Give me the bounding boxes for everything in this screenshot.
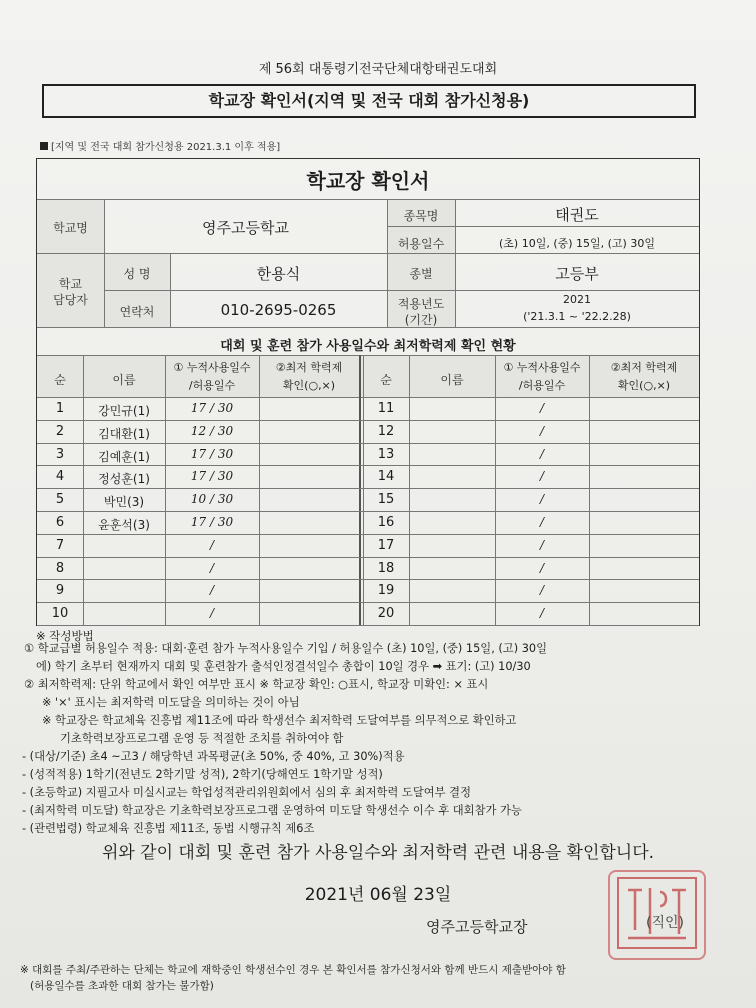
days-used: / (539, 537, 545, 552)
row-divider (37, 488, 699, 489)
student-name: 강민규(1) (98, 404, 150, 418)
row-number: 18 (377, 560, 395, 576)
days-used: / (539, 515, 545, 529)
days-used: / (539, 560, 545, 575)
guide-line: ② 최저학력제: 단위 학교에서 확인 여부만 표시 ※ 학교장 확인: ○표시, 학교장 미확인: × 표시 (24, 678, 489, 691)
divider (170, 253, 171, 327)
divider (409, 355, 410, 625)
row-divider (37, 602, 699, 603)
col-days-header-2: /허용일수 (518, 379, 566, 392)
confirmation-date: 2021년 06월 23일 (304, 885, 452, 905)
col-days-header: ① 누적사용일수 (503, 361, 581, 374)
divider (104, 199, 105, 327)
row-number: 7 (55, 537, 65, 553)
col-days-header-2: /허용일수 (188, 379, 236, 392)
days-used: / (209, 583, 215, 598)
col-no-header: 순 (380, 373, 392, 387)
footer-note-2: (허용일수를 초과한 대회 참가는 불가함) (30, 980, 214, 992)
year-label-2: (기간) (404, 313, 438, 327)
guide-line: - (성적적용) 1학기(전년도 2학기말 성적), 2학기(당해연도 1학기말 성적) (22, 768, 383, 781)
col-check-header: ②최저 학력제 (275, 361, 343, 374)
row-number: 11 (377, 401, 395, 416)
row-number: 10 (51, 606, 69, 622)
guide-line: - (최저학력 미도달) 학교장은 기초학력보장프로그램 운영하여 미도달 학생선수 이수 후 대회참가 가능 (22, 804, 522, 817)
status-heading: 대회 및 훈련 참가 사용일수와 최저학력제 확인 현황 (220, 339, 516, 354)
row-number: 19 (377, 583, 395, 599)
days-used: 17 / 30 (190, 515, 234, 529)
guide-line: ※ 학교장은 학교체육 진흥법 제11조에 따라 학생선수 최저학력 도달여부를 의무적으로 확인하고 (42, 714, 517, 727)
days-used: / (539, 469, 545, 484)
guide-line: - (대상/기준) 초4 ~고3 / 해당학년 과목평균(초 50%, 중 40%, 고 30%)적용 (22, 750, 405, 763)
row-divider (37, 557, 699, 558)
col-days-header: ① 누적사용일수 (173, 361, 251, 374)
col-check-header: ②최저 학력제 (610, 361, 678, 374)
student-name: 윤훈석(3) (98, 518, 150, 532)
divider (259, 355, 260, 625)
guide-line: 에) 학기 초부터 현재까지 대회 및 훈련참가 출석인정결석일수 총합이 10일 경우 ➡ 표기: (고) 10/30 (36, 660, 531, 673)
days-used: 17 / 30 (190, 446, 234, 461)
days-used: / (209, 537, 215, 552)
form-table (36, 158, 700, 626)
row-number: 12 (377, 423, 395, 439)
col-no-header: 순 (54, 373, 66, 387)
divider (387, 199, 388, 327)
event-value: 태권도 (555, 206, 599, 224)
days-used: / (539, 583, 545, 598)
row-divider (37, 465, 699, 466)
student-name: 김대환(1) (98, 426, 150, 441)
divider (83, 355, 84, 625)
days-used: / (539, 446, 545, 461)
row-divider (37, 443, 699, 444)
col-name-header: 이름 (112, 373, 136, 387)
row-number: 8 (55, 560, 65, 576)
form-heading: 학교장 확인서 (306, 169, 430, 193)
divider (455, 199, 456, 327)
row-divider (37, 511, 699, 512)
days-used: / (539, 492, 545, 507)
guide-heading: ※ 작성방법 (36, 629, 94, 643)
principal-name: 영주고등학교장 (426, 918, 528, 936)
guide-line: ① 학교급별 허용일수 적용: 대회·훈련 참가 누적사용일수 기입 / 허용일수 (초) 10일, (중) 15일, (고) 30일 (24, 642, 547, 655)
days-used: 17 / 30 (190, 469, 234, 484)
student-name: 박민(3) (103, 495, 145, 510)
row-number: 9 (55, 583, 65, 599)
applies-note-text: [지역 및 전국 대회 참가신청용 2021.3.1 이후 적용] (51, 142, 281, 153)
days-used: 10 / 30 (190, 492, 234, 507)
division-value: 고등부 (555, 265, 599, 283)
row-divider (37, 534, 699, 535)
footer-note: ※ 대회를 주최/주관하는 단체는 학교에 재학중인 학생선수인 경우 본 확인서를 참가신청서와 함께 반드시 제출받아야 함 (20, 964, 566, 976)
guide-line: ※ '×' 표시는 최저학력 미도달을 의미하는 것이 아님 (42, 696, 300, 709)
divider (37, 355, 699, 356)
days-used: / (539, 401, 545, 415)
row-number: 14 (377, 469, 395, 485)
name-value: 한용식 (256, 265, 301, 283)
row-number: 20 (377, 606, 395, 622)
divider (37, 397, 699, 398)
row-divider (37, 420, 699, 421)
contact-label: 연락처 (119, 305, 155, 319)
divider (37, 327, 699, 328)
year-value-2: ('21.3.1 ~ '22.2.28) (523, 310, 631, 323)
row-number: 15 (377, 492, 395, 508)
student-name: 김예훈(1) (98, 449, 150, 464)
event-label: 종목명 (403, 209, 439, 223)
row-number: 17 (377, 537, 395, 553)
year-value-1: 2021 (563, 293, 591, 306)
document-title: 학교장 확인서(지역 및 전국 대회 참가신청용) (42, 84, 696, 118)
contact-value: 010-2695-0265 (220, 301, 337, 319)
row-divider (37, 625, 699, 626)
year-label-1: 적용년도 (397, 297, 445, 311)
school-label: 학교명 (53, 221, 88, 235)
student-name: 정성훈(1) (98, 472, 150, 487)
guide-line: - (관련법령) 학교체육 진흥법 제11조, 동법 시행규칙 제6조 (22, 822, 315, 835)
divider (359, 355, 361, 625)
col-name-header: 이름 (440, 373, 464, 387)
divider (37, 253, 699, 254)
divider (387, 226, 699, 227)
row-number: 3 (55, 446, 65, 462)
guide-line: - (초등학교) 지필고사 미실시교는 학업성적관리위원회에서 심의 후 최저학력 도달여부 결정 (22, 786, 471, 799)
days-value: (초) 10일, (중) 15일, (고) 30일 (499, 237, 655, 250)
seal-mark: (직인) (646, 915, 684, 931)
row-number: 16 (377, 515, 395, 530)
staff-label-2: 담당자 (53, 293, 88, 307)
divider (589, 355, 590, 625)
event-title: 제 56회 대통령기전국단체대항태권도대회 (258, 62, 498, 77)
days-label: 허용일수 (397, 237, 445, 251)
guide-line: 기초학력보장프로그램 운영 등 적절한 조치를 취하여야 함 (60, 732, 344, 745)
row-number: 1 (55, 401, 65, 416)
row-number: 5 (55, 492, 65, 508)
row-number: 4 (55, 469, 65, 485)
days-used: 17 / 30 (190, 401, 234, 415)
row-number: 6 (55, 515, 65, 530)
row-divider (37, 579, 699, 580)
row-number: 13 (377, 446, 395, 462)
days-used: / (539, 423, 545, 438)
staff-label-1: 학교 (58, 277, 83, 291)
days-used: / (209, 560, 215, 575)
division-label: 종별 (409, 267, 433, 281)
name-label: 성 명 (123, 267, 151, 281)
col-check-header-2: 확인(○,×) (617, 379, 671, 392)
days-used: 12 / 30 (190, 423, 234, 438)
divider (104, 290, 699, 291)
divider (37, 199, 699, 200)
applies-note (40, 138, 280, 153)
col-check-header-2: 확인(○,×) (282, 379, 336, 392)
school-value: 영주고등학교 (202, 219, 289, 237)
days-used: / (539, 606, 545, 621)
days-used: / (209, 606, 215, 621)
row-number: 2 (55, 423, 65, 439)
confirmation-statement: 위와 같이 대회 및 훈련 참가 사용일수와 최저학력 관련 내용을 확인합니다. (101, 843, 655, 863)
